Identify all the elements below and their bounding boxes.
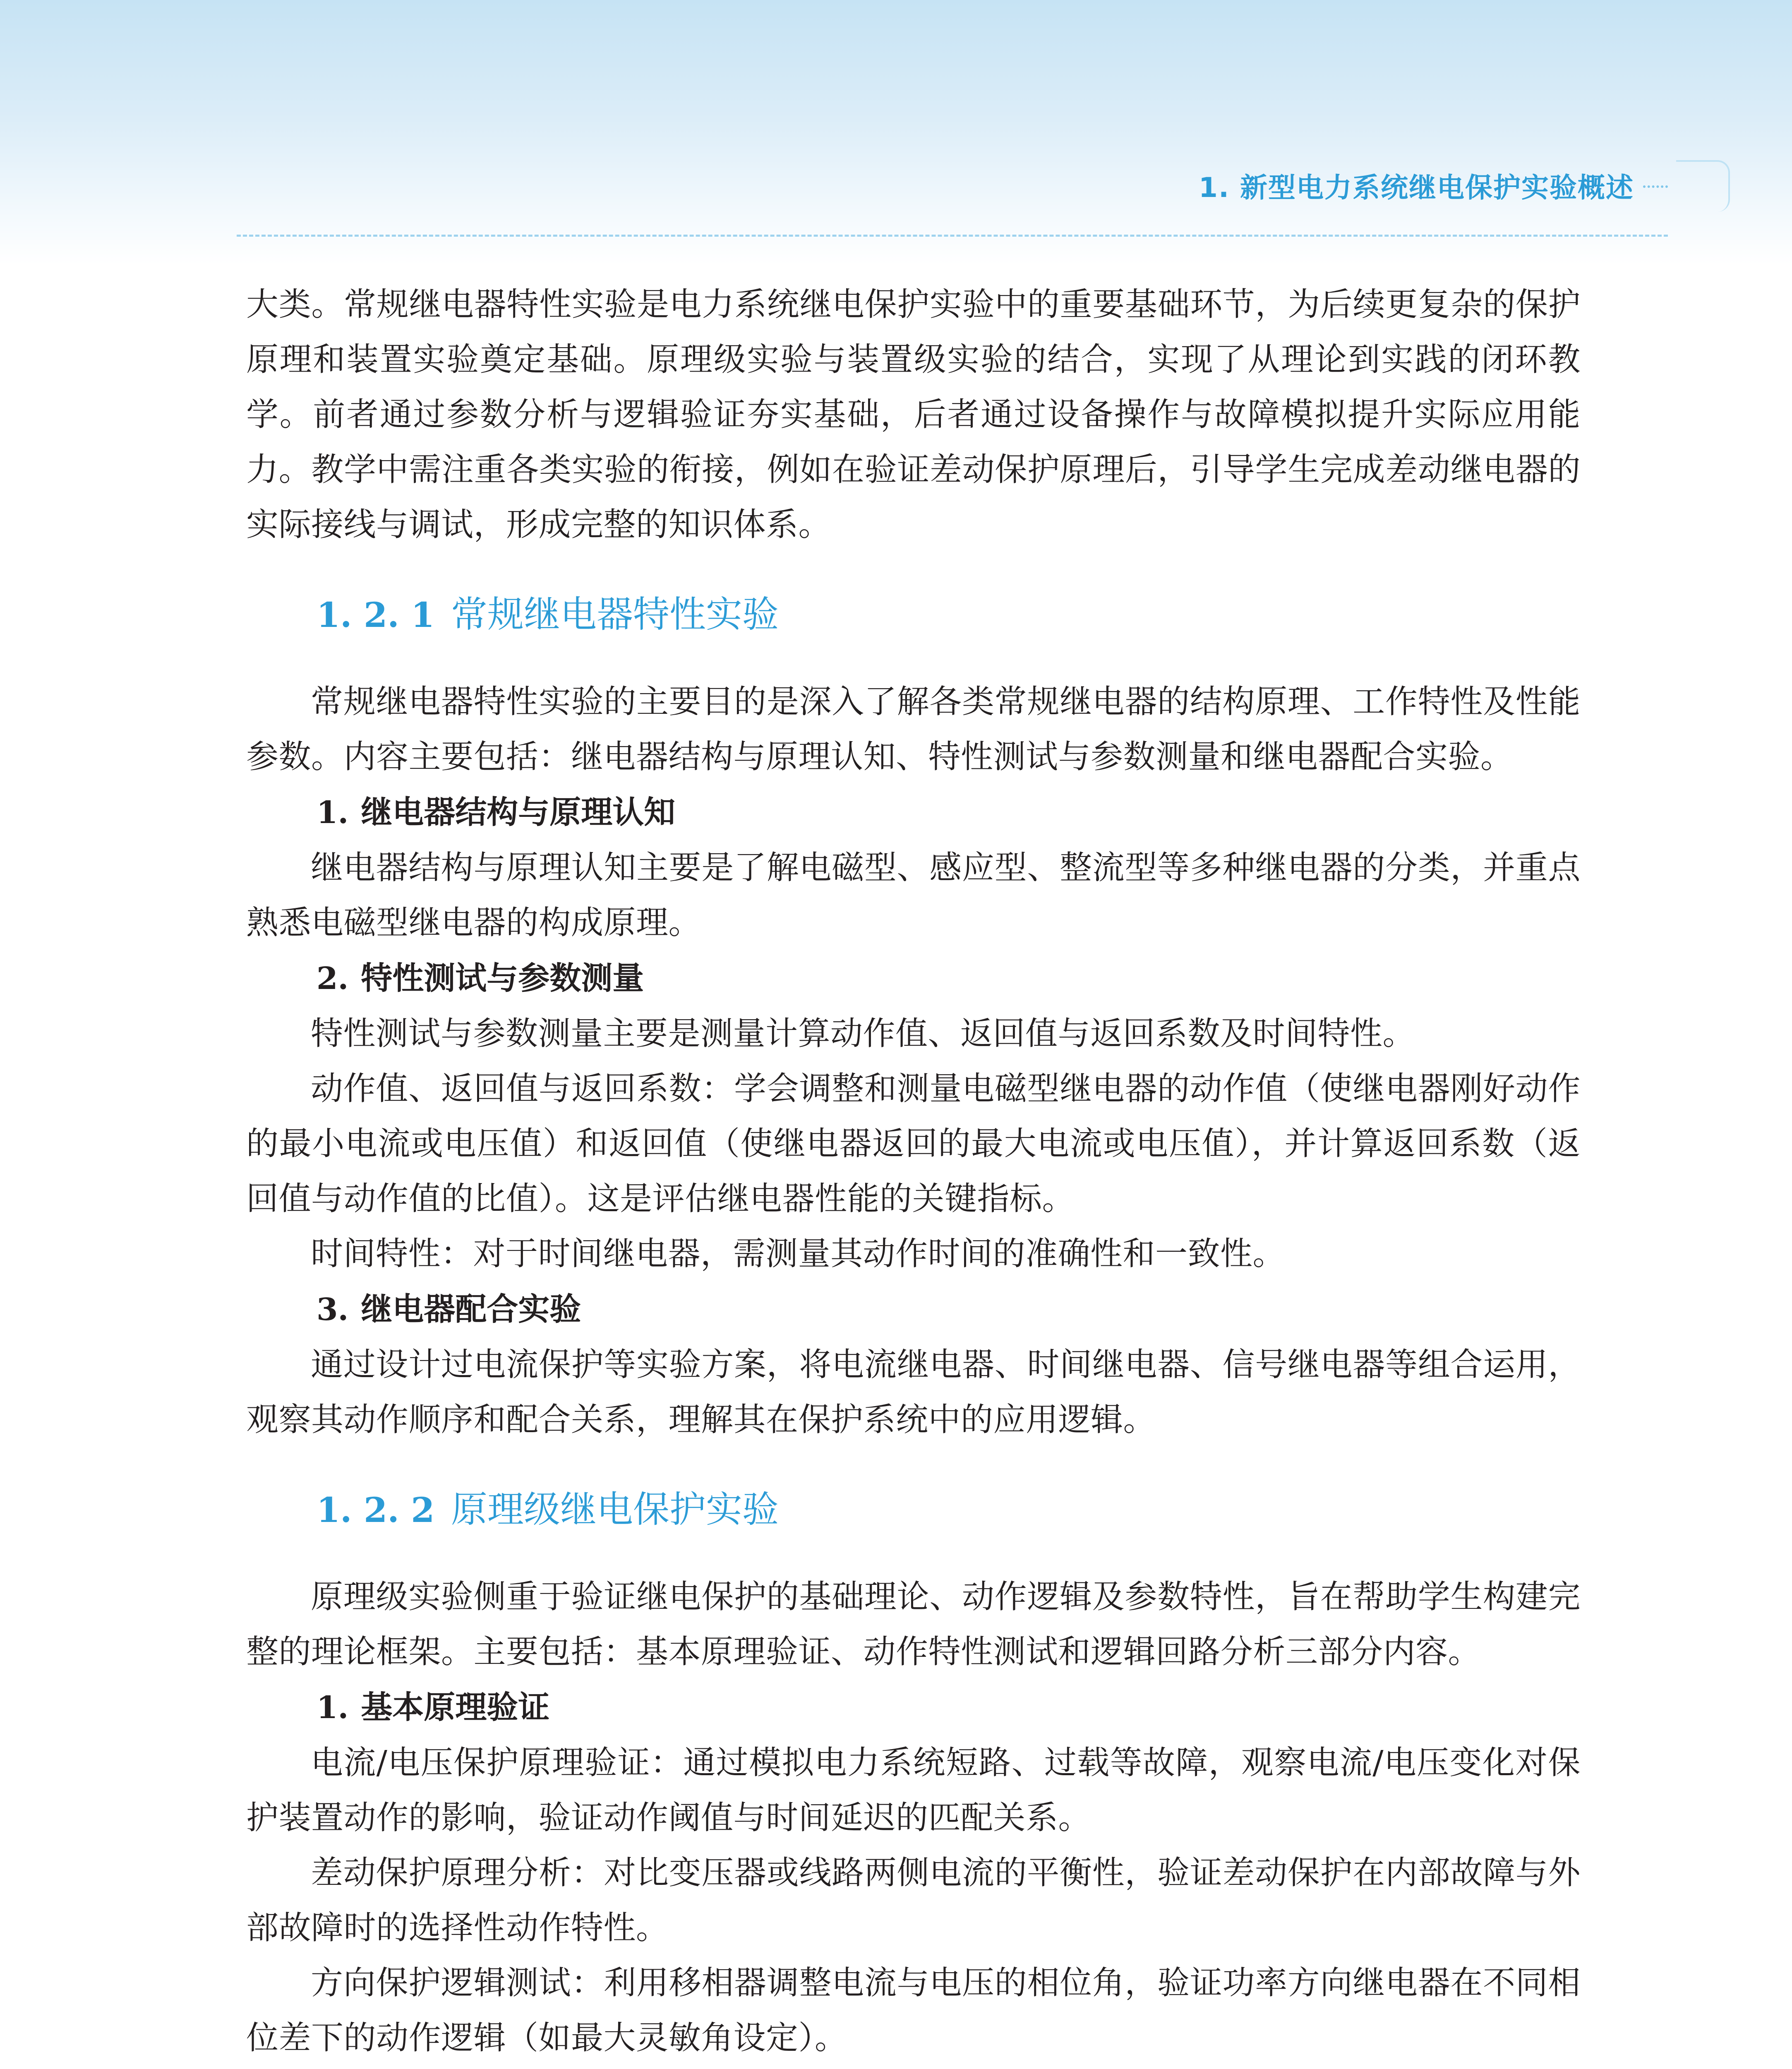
paragraph: 时间特性：对于时间继电器，需测量其动作时间的准确性和一致性。 <box>311 1235 1286 1272</box>
subheading-title: 基本原理验证 <box>361 1689 550 1726</box>
section-intro-paragraph: 原理级实验侧重于验证继电保护的基础理论、动作逻辑及参数特性，旨在帮助学生构建完整的理论框架。主要包括：基本原理验证、动作特性测试和逻辑回路分析三部分内容。 <box>246 1578 1581 1671</box>
section-heading-1-2-1 <box>246 592 1581 637</box>
intro-paragraph: 大类。常规继电器特性实验是电力系统继电保护实验中的重要基础环节，为后续更复杂的保护原理和装置实验奠定基础。原理级实验与装置级实验的结合，实现了从理论到实践的闭环教学。前者通过参数分析与逻辑验证夯实基础，后者通过设备操作与故障模拟提升实际应用能力。教学中需注重各类实验的衔接，例如在验证差动保护原理后，引导学生完成差动继电器的实际接线与调试，形成完整的知识体系。 <box>246 286 1581 543</box>
subheading-relay-coordination <box>246 1282 1581 1337</box>
header-dots-decoration <box>1643 185 1668 188</box>
running-header <box>1199 162 1730 208</box>
paragraph: 差动保护原理分析：对比变压器或线路两侧电流的平衡性，验证差动保护在内部故障与外部故障时的选择性动作特性。 <box>246 1854 1581 1947</box>
subheading-title: 特性测试与参数测量 <box>361 960 644 996</box>
subheading-number: 3. <box>317 1292 349 1327</box>
paragraph: 通过设计过电流保护等实验方案，将电流继电器、时间继电器、信号继电器等组合运用，观察其动作顺序和配合关系，理解其在保护系统中的应用逻辑。 <box>246 1346 1581 1438</box>
subheading-number: 2. <box>317 961 349 996</box>
paragraph: 电流/电压保护原理验证：通过模拟电力系统短路、过载等故障，观察电流/电压变化对保护装置动作的影响，验证动作阈值与时间延迟的匹配关系。 <box>246 1744 1581 1836</box>
paragraph: 继电器结构与原理认知主要是了解电磁型、感应型、整流型等多种继电器的分类，并重点熟悉电磁型继电器的构成原理。 <box>246 849 1581 941</box>
subheading-relay-structure <box>246 785 1581 840</box>
section-number: 1. 2. 1 <box>317 595 435 635</box>
subheading-title: 继电器结构与原理认知 <box>361 794 676 830</box>
section-title: 原理级继电保护实验 <box>451 1488 779 1531</box>
section-title: 常规继电器特性实验 <box>451 593 779 636</box>
header-band <box>0 0 1792 265</box>
subheading-title: 继电器配合实验 <box>361 1291 581 1327</box>
subheading-number: 1. <box>317 1690 349 1726</box>
subheading-number: 1. <box>317 795 349 830</box>
running-header-title: 1. 新型电力系统继电保护实验概述 <box>1199 171 1634 204</box>
section-heading-1-2-2 <box>246 1487 1581 1532</box>
section-intro-paragraph: 常规继电器特性实验的主要目的是深入了解各类常规继电器的结构原理、工作特性及性能参数。内容主要包括：继电器结构与原理认知、特性测试与参数测量和继电器配合实验。 <box>246 683 1581 775</box>
paragraph: 方向保护逻辑测试：利用移相器调整电流与电压的相位角，验证功率方向继电器在不同相位差下的动作逻辑（如最大灵敏角设定）。 <box>246 1964 1581 2057</box>
paragraph: 特性测试与参数测量主要是测量计算动作值、返回值与返回系数及时间特性。 <box>311 1015 1415 1052</box>
header-dashed-rule <box>237 235 1668 237</box>
header-bracket-decoration <box>1676 160 1730 212</box>
subheading-basic-principle <box>246 1680 1581 1735</box>
paragraph: 动作值、返回值与返回系数：学会调整和测量电磁型继电器的动作值（使继电器刚好动作的最小电流或电压值）和返回值（使继电器返回的最大电流或电压值），并计算返回系数（返回值与动作值的比值）。这是评估继电器性能的关键指标。 <box>246 1070 1581 1217</box>
subheading-characteristic-test <box>246 950 1581 1006</box>
page-body <box>246 277 1581 2066</box>
section-number: 1. 2. 2 <box>317 1491 435 1530</box>
